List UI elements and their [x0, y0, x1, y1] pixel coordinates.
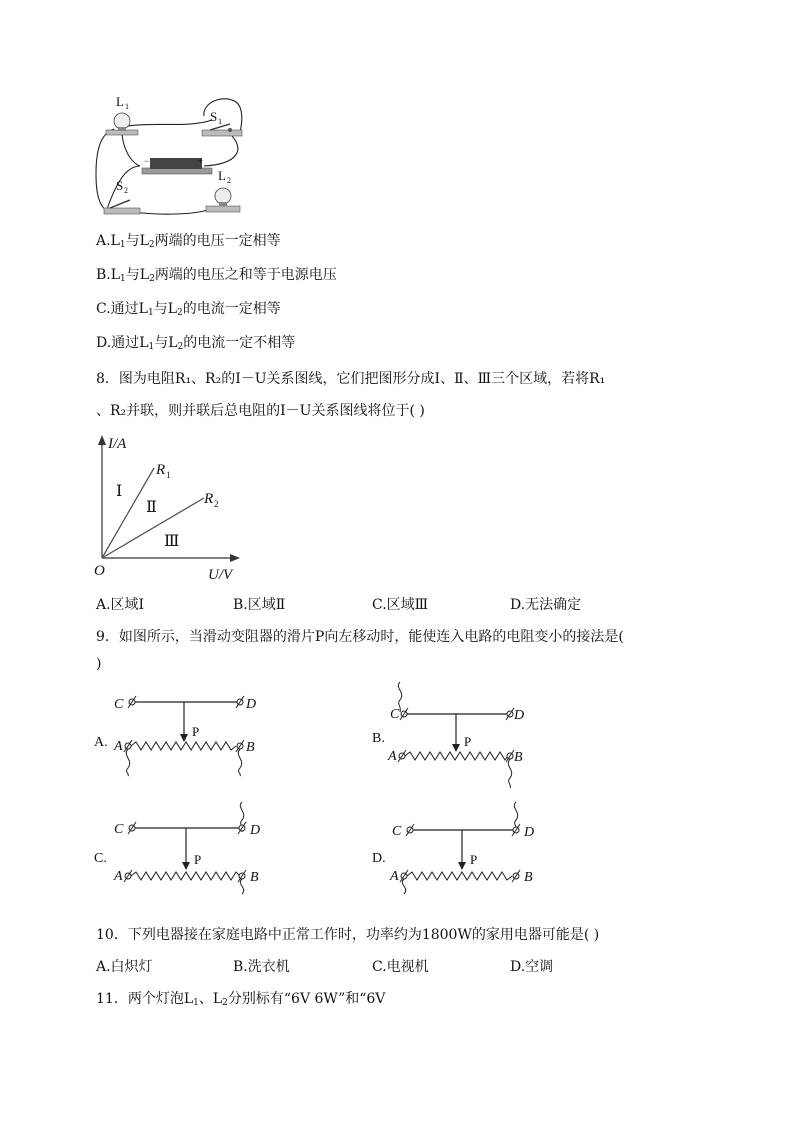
wire-l1-battery [122, 134, 140, 166]
switch-s2-label: S [116, 178, 124, 193]
slider-arrow [458, 862, 466, 870]
battery-plus-sign: + [198, 156, 204, 166]
q7-option-c: C.通过$L_1$与$L_2$的电流一定相等 [96, 301, 281, 318]
q8-question-line-2: 、R₂并联，则并联后总电阻的I－U关系图线将位于( ) [96, 403, 425, 419]
lamp-l2-subscript: 2 [227, 176, 231, 185]
wire-battery-right [204, 136, 238, 166]
q8-question-line-1: 8．图为电阻R₁、R₂的I－U关系图线，它们把图形分成Ⅰ、Ⅱ、Ⅲ三个区域，若将R₁ [96, 371, 606, 387]
terminal-d-label: D [246, 697, 257, 712]
lead-wire-b [240, 879, 243, 894]
terminal-a-label: A [114, 739, 123, 754]
y-axis-label: I/A [108, 436, 127, 452]
q10-question: 10．下列电器接在家庭电路中正常工作时，功率约为1800W的家用电器可能是( ) [96, 927, 600, 943]
slider-p-label: P [192, 724, 200, 739]
region-3-label: Ⅲ [164, 533, 180, 550]
switch-s2-subscript: 2 [124, 186, 128, 195]
r1-subscript: 1 [166, 470, 171, 480]
resistance-wire [407, 872, 512, 880]
terminal-c-label: C [114, 822, 124, 837]
lamp-l2 [206, 168, 240, 212]
q9-question-line-2: ) [96, 656, 102, 672]
switch-s2 [104, 178, 140, 214]
figure-c-option-label: C. [94, 851, 107, 866]
q7-option-b: $B.L_1$与$L_2$两端的电压之和等于电源电压 [96, 267, 337, 284]
x-axis-arrow [230, 554, 240, 562]
slider-p-label: P [470, 852, 478, 867]
terminal-a-label: A [388, 749, 397, 764]
figure-b-option-label: B. [372, 731, 385, 746]
x-axis-label: U/V [208, 567, 233, 583]
switch-s1-label: S [210, 109, 218, 124]
wire-left [96, 129, 114, 212]
terminal-c-label: C [114, 697, 124, 712]
resistance-wire [405, 752, 508, 760]
q10-option-b: B.洗衣机 [233, 959, 290, 975]
slider-arrow [452, 744, 460, 752]
q9-figure-a [94, 688, 274, 778]
q9-question-line-1: 9．如图所示，当滑动变阻器的滑片P向左移动时，能使连入电路的电阻变小的接法是( [96, 629, 624, 645]
lead-wire-b [508, 759, 511, 788]
r1-label: R [156, 462, 166, 478]
lamp-l2-label: L [218, 168, 226, 183]
q8-option-a: A.区域Ⅰ [96, 597, 145, 613]
q8-option-b: B.区域Ⅱ [233, 597, 286, 613]
battery-minus-sign: − [144, 156, 150, 166]
region-2-label: Ⅱ [146, 499, 157, 516]
terminal-d-label: D [250, 823, 261, 838]
wire-bottom [134, 210, 208, 214]
r2-subscript: 2 [214, 499, 219, 509]
lamp-l1 [106, 94, 138, 135]
terminal-b-label: B [514, 750, 523, 765]
slider-p-label: P [194, 852, 202, 867]
q9-figure-b [370, 680, 550, 790]
terminal-a-label: A [390, 869, 399, 884]
q10-option-c: C.电视机 [372, 959, 429, 975]
q8-option-d: D.无法确定 [510, 597, 582, 613]
q7-option-d: D.通过$L_1$与$L_2$的电流一定不相等 [96, 335, 296, 352]
battery [142, 156, 212, 174]
lamp-l1-subscript: 1 [125, 102, 129, 111]
q11-question: 11．两个灯泡$L_1$、$L_2$分别标有“6V 6W”和“6V [96, 991, 386, 1008]
y-axis-arrow [98, 435, 106, 445]
lamp-l1-label: L [116, 94, 124, 109]
region-1-label: Ⅰ [116, 483, 123, 500]
wire-top [128, 120, 212, 126]
resistance-wire [131, 872, 240, 880]
q8-option-c: C.区域Ⅲ [372, 597, 429, 613]
q8-iu-graph [92, 430, 252, 585]
switch-s1 [202, 109, 242, 136]
terminal-d-label: D [524, 825, 535, 840]
r2-label: R [204, 491, 214, 507]
q9-figure-c [94, 800, 274, 895]
q9-figure-d [370, 800, 550, 895]
q10-option-d: D.空调 [510, 959, 554, 975]
terminal-b-label: B [524, 870, 533, 885]
figure-d-option-label: D. [372, 851, 386, 866]
figure-a-option-label: A. [94, 735, 108, 750]
q10-option-a: A.白炽灯 [96, 959, 153, 975]
switch-s1-subscript: 1 [218, 117, 222, 126]
terminal-c-label: C [392, 824, 402, 839]
slider-p-label: P [464, 734, 472, 749]
q7-option-a: $A.L_1$与$L_2$两端的电压一定相等 [96, 233, 281, 250]
terminal-a-label: A [114, 869, 123, 884]
lead-wire-b [238, 749, 241, 776]
terminal-d-label: D [514, 708, 525, 723]
lead-wire-a [126, 749, 129, 776]
slider-arrow [180, 734, 188, 742]
origin-label: O [94, 563, 105, 579]
terminal-b-label: B [250, 870, 259, 885]
lead-wire-a [402, 879, 405, 894]
resistance-wire [131, 742, 236, 750]
slider-arrow [182, 862, 190, 870]
terminal-b-label: B [246, 740, 255, 755]
terminal-c-label: C [390, 707, 400, 722]
series-circuit-figure [94, 94, 254, 219]
